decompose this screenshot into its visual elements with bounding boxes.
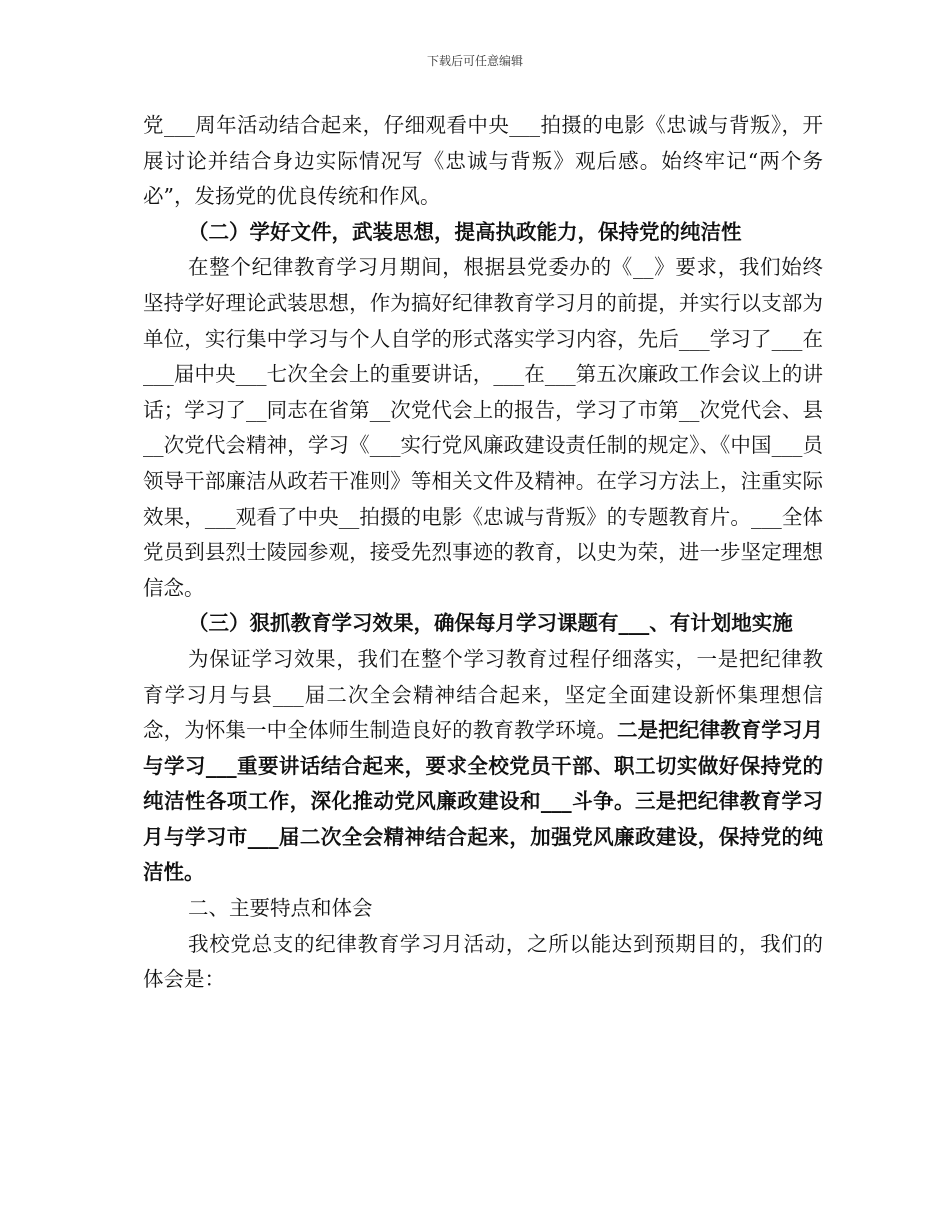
- paragraph-2: 在整个纪律教育学习月期间，根据县党委办的《__》要求，我们始终坚持学好理论武装思想，作为搞好纪律教育学习月的前提，并实行以支部为单位，实行集中学习与个人自学的形式落实学习内容，先后___学习了___在___届中央___七次全会上的重要讲话，___在___第五次廉政工作会议上的讲话；学习了__同志在省第__次党代会上的报告，学习了市第__次党代会、县__次党代会精神，学习《___实行党风廉政建设责任制的规定》、《中国___员领导干部廉洁从政若干准则》等相关文件及精神。在学习方法上，注重实际效果，___观看了中央__拍摄的电影《忠诚与背叛》的专题教育片。___全体党员到县烈士陵园参观，接受先烈事迹的教育，以史为荣，进一步坚定理想信念。: [143, 255, 823, 600]
- paragraph-3-bold-text: 二是把纪律教育学习月与学习___重要讲话结合起来，要求全校党员干部、职工切实做好保持党的纯洁性各项工作，深化推动党风廉政建设和___斗争。三是把纪律教育学习月与学习市___届二次全会精神结合起来，加强党风廉政建设，保持党的纯洁性。: [143, 718, 823, 885]
- paragraph-continuation: 党___周年活动结合起来，仔细观看中央___拍摄的电影《忠诚与背叛》，开展讨论并结合身边实际情况写《忠诚与背叛》观后感。始终牢记“两个务必”，发扬党的优良传统和作风。: [143, 113, 823, 209]
- document-body: [143, 108, 823, 998]
- section-heading-2: 二、主要特点和体会: [188, 896, 373, 921]
- page-header-note: 下载后可任意编辑: [426, 54, 523, 68]
- paragraph-3-normal-text: 为保证学习效果，我们在整个学习教育过程仔细落实，一是把纪律教育学习月与县___届二次全会精神结合起来，坚定全面建设新怀集理想信念，为怀集一中全体师生制造良好的教育教学环境。: [143, 646, 823, 743]
- paragraph-4: 我校党总支的纪律教育学习月活动，之所以能达到预期目的，我们的体会是：: [143, 931, 823, 992]
- subheading-3: （三）狠抓教育学习效果，确保每月学习课题有___、有计划地实施: [188, 611, 793, 636]
- paragraph-3: [143, 642, 823, 891]
- subheading-2: （二）学好文件，武装思想，提高执政能力，保持党的纯洁性: [188, 219, 742, 244]
